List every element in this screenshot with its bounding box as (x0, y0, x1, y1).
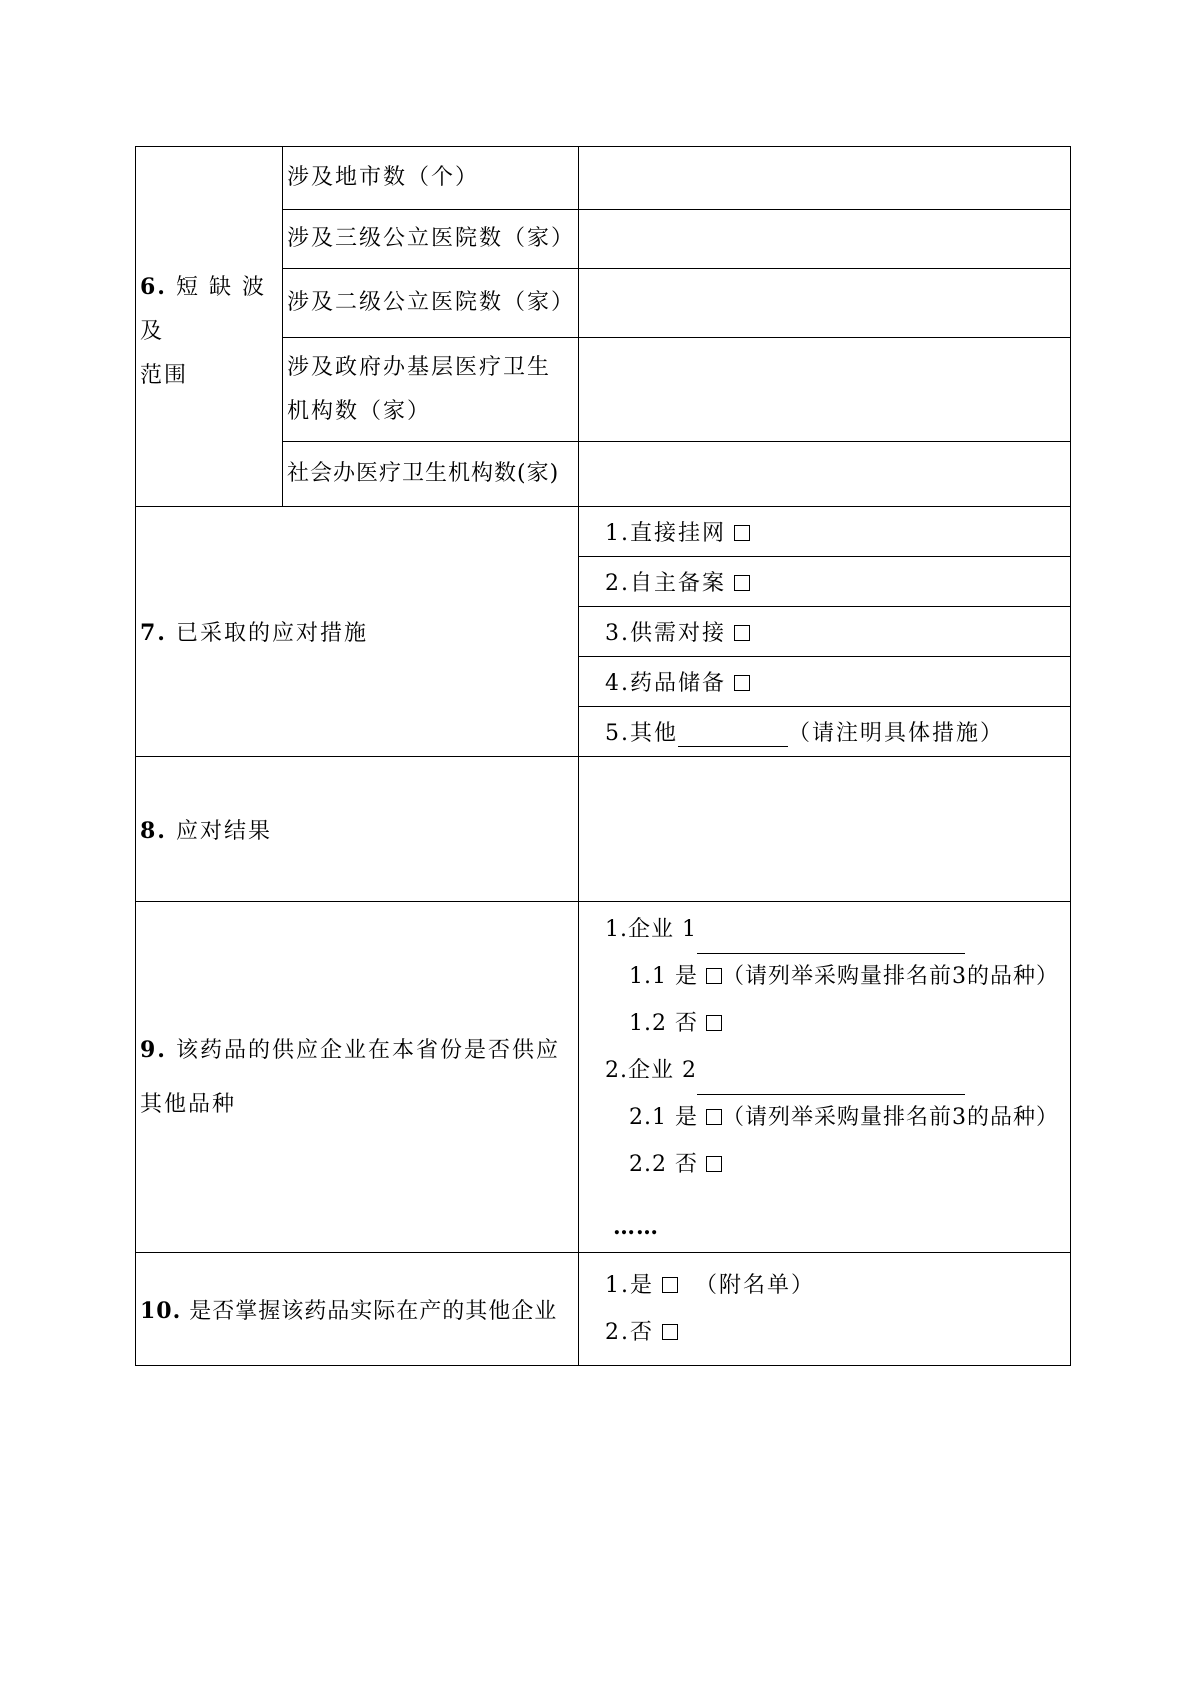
section6-title-line1: 短 缺 波 及 (140, 275, 266, 344)
enterprise1-yes-line: 1.1 是 （请列举采购量排名前3的品种） (629, 964, 1059, 989)
section6-input-tier3[interactable] (579, 210, 1071, 269)
enterprise1-line: 1.企业 1 (605, 906, 1066, 953)
checkbox-section10-no[interactable] (662, 1324, 678, 1340)
option-supply-demand-matching[interactable]: 3.供需对接 (579, 607, 1071, 657)
checkbox-supply-demand-matching[interactable] (734, 625, 750, 641)
section9-title-cell (136, 902, 579, 1253)
option-other[interactable]: 5.其他 （请注明具体措施） (579, 707, 1071, 757)
section7-number: 7. (140, 620, 167, 646)
checkbox-enterprise1-no[interactable] (706, 1015, 722, 1031)
section9-options-cell (579, 902, 1071, 1253)
section6-row-cities (136, 147, 1071, 210)
section9-number: 9. (140, 1036, 167, 1063)
other-measure-blank[interactable] (678, 721, 788, 747)
section6-number: 6. (140, 274, 167, 300)
section8-title: 应对结果 (175, 818, 272, 844)
section10-title-cell (136, 1253, 579, 1366)
section6-input-social[interactable] (579, 442, 1071, 507)
section8-input[interactable] (579, 757, 1071, 902)
section9-title-line1: 该药品的供应企业在本省份是否供应 (175, 1037, 560, 1063)
section10-title: 是否掌握该药品实际在产的其他企业 (189, 1298, 558, 1324)
checkbox-direct-listing[interactable] (734, 525, 750, 541)
option-yes-line: 1.是 （附名单） (605, 1273, 816, 1298)
enterprise1-name-blank[interactable] (697, 906, 965, 954)
section6-input-tier2[interactable] (579, 269, 1071, 338)
option-no-line: 2.否 (605, 1309, 1066, 1356)
section7-title: 已采取的应对措施 (175, 621, 368, 646)
option-self-filing[interactable]: 2.自主备案 (579, 557, 1071, 607)
section7-row-1 (136, 507, 1071, 557)
checkbox-section10-yes[interactable] (662, 1277, 678, 1293)
section6-title-cell (136, 147, 283, 507)
section8-number: 8. (140, 817, 167, 844)
checkbox-enterprise1-yes[interactable] (706, 968, 722, 984)
section8-row (136, 757, 1071, 902)
enterprise1-no-line: 1.2 否 (605, 1000, 1066, 1047)
section9-title-line2: 其他品种 (140, 1091, 237, 1117)
section6-title-line2: 范围 (140, 363, 189, 388)
checkbox-drug-reserve[interactable] (734, 675, 750, 691)
section7-title-cell (136, 507, 579, 757)
enterprise2-no-line: 2.2 否 (605, 1141, 1066, 1188)
section6-input-primary[interactable] (579, 338, 1071, 442)
section9-row (136, 902, 1071, 1253)
shortage-report-form (135, 146, 1071, 1366)
checkbox-self-filing[interactable] (734, 575, 750, 591)
section10-row (136, 1253, 1071, 1366)
section6-label-tier2: 涉及二级公立医院数（家） (283, 269, 579, 338)
section6-label-cities: 涉及地市数（个） (283, 147, 579, 210)
section6-label-primary: 涉及政府办基层医疗卫生 机构数（家） (283, 338, 579, 442)
section6-label-social: 社会办医疗卫生机构数(家) (283, 442, 579, 507)
section10-number: 10. (140, 1297, 182, 1324)
enterprise2-yes-line: 2.1 是 （请列举采购量排名前3的品种） (629, 1105, 1059, 1130)
enterprise2-line: 2.企业 2 (605, 1047, 1066, 1094)
checkbox-enterprise2-yes[interactable] (706, 1109, 722, 1125)
ellipsis: …… (613, 1214, 659, 1240)
section6-label-tier3: 涉及三级公立医院数（家） (283, 210, 579, 269)
checkbox-enterprise2-no[interactable] (706, 1156, 722, 1172)
section8-title-cell (136, 757, 579, 902)
section10-options-cell (579, 1253, 1071, 1366)
option-direct-listing[interactable]: 1.直接挂网 (579, 507, 1071, 557)
option-drug-reserve[interactable]: 4.药品储备 (579, 657, 1071, 707)
enterprise2-name-blank[interactable] (697, 1047, 965, 1095)
section6-input-cities[interactable] (579, 147, 1071, 210)
